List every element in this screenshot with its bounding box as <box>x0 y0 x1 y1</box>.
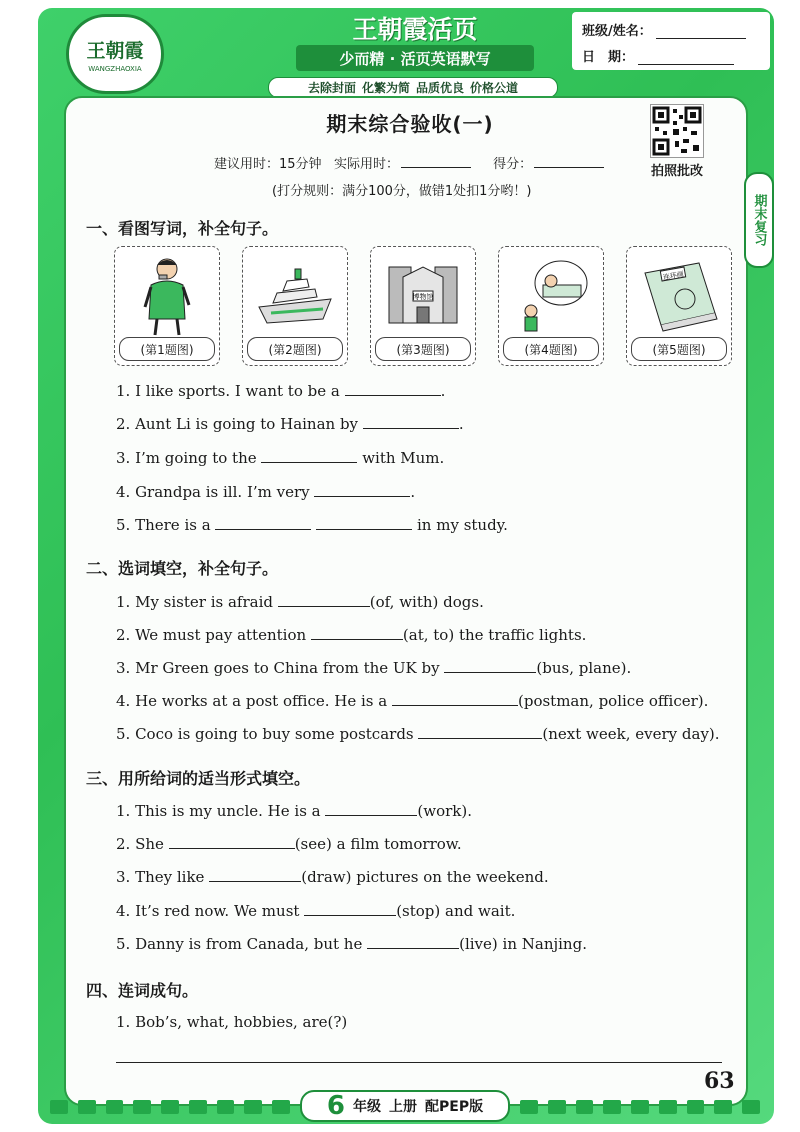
question-2-1 <box>116 591 484 611</box>
question-1-2 <box>116 413 464 433</box>
qr-code-icon[interactable] <box>650 104 704 158</box>
term-label: 上册 <box>389 1099 417 1115</box>
museum-sign: 博物馆 <box>412 293 434 301</box>
answer-blank[interactable] <box>363 413 459 429</box>
question-3-3 <box>116 866 549 886</box>
answer-blank[interactable] <box>325 800 417 816</box>
question-text-end: (draw) pictures on the weekend. <box>301 868 549 886</box>
picture-card-4 <box>498 246 604 366</box>
question-text-end: (bus, plane). <box>536 659 632 677</box>
question-text-end: (live) in Nanjing. <box>459 935 587 953</box>
question-text-end: . <box>410 483 416 501</box>
edition-label: 配PEP版 <box>425 1099 484 1115</box>
boy-athlete-illustration <box>127 253 207 337</box>
question-text: 1. I like sports. I want to be a <box>116 382 340 400</box>
question-text: 4. It’s red now. We must <box>116 902 300 920</box>
grade-label: 年级 <box>353 1099 381 1115</box>
section-3-heading: 三、用所给词的适当形式填空。 <box>86 769 311 788</box>
answer-blank[interactable] <box>367 933 459 949</box>
side-tab: 期末复习 <box>744 172 774 268</box>
answer-blank[interactable] <box>209 866 301 882</box>
picture-card-1 <box>114 246 220 366</box>
question-text: 5. There is a <box>116 516 211 534</box>
answer-line[interactable] <box>116 1062 722 1063</box>
picture-caption: (第5题图) <box>631 337 727 361</box>
answer-blank[interactable] <box>311 624 403 640</box>
question-text-end: (work). <box>417 802 472 820</box>
question-text-end: (next week, every day). <box>542 725 720 743</box>
actual-time-field[interactable] <box>401 152 471 168</box>
time-score-row <box>214 152 622 172</box>
question-text-end: . <box>440 382 446 400</box>
date-label: 日 期： <box>582 50 635 65</box>
slogan-item: 化繁为简 <box>361 81 410 95</box>
question-text-end: (stop) and wait. <box>396 902 516 920</box>
actual-time-label: 实际用时： <box>333 157 399 172</box>
footer-decoration-left <box>50 1100 290 1114</box>
ship-illustration <box>255 253 335 337</box>
answer-blank[interactable] <box>304 900 396 916</box>
score-field[interactable] <box>534 152 604 168</box>
footer-decoration-right <box>520 1100 760 1114</box>
question-3-5 <box>116 933 587 953</box>
question-text-end: (see) a film tomorrow. <box>294 835 462 853</box>
question-1-5 <box>116 514 508 534</box>
question-text-end: (at, to) the traffic lights. <box>402 626 587 644</box>
picture-card-2 <box>242 246 348 366</box>
answer-blank[interactable] <box>215 514 311 530</box>
class-name-field[interactable] <box>656 24 746 39</box>
question-text: 1. This is my uncle. He is a <box>116 802 321 820</box>
scoring-rule: (打分规则：满分100分，做错1处扣1分哟！) <box>272 184 532 199</box>
slogan-item: 去除封面 <box>307 81 356 95</box>
section-1-heading: 一、看图写词，补全句子。 <box>86 219 279 238</box>
question-text: 1. My sister is afraid <box>116 593 273 611</box>
question-3-4 <box>116 900 515 920</box>
section-2-heading: 二、选词填空，补全句子。 <box>86 559 279 578</box>
class-name-label: 班级/姓名： <box>582 24 652 39</box>
question-1-4 <box>116 481 415 501</box>
answer-blank[interactable] <box>169 833 295 849</box>
picture-card-5 <box>626 246 732 366</box>
question-2-3 <box>116 657 631 677</box>
question-text: 3. They like <box>116 868 205 886</box>
question-text-end: . <box>458 415 464 433</box>
answer-blank[interactable] <box>278 591 370 607</box>
page-number: 63 <box>704 1068 735 1094</box>
question-2-4 <box>116 690 708 710</box>
comic-book-illustration <box>639 253 719 337</box>
comic-book-title: 连环画 <box>662 270 685 282</box>
brand-title: 王朝霞活页 <box>352 15 478 44</box>
question-1-1 <box>116 380 445 400</box>
question-text: 2. Aunt Li is going to Hainan by <box>116 415 359 433</box>
question-2-2 <box>116 624 586 644</box>
brand-logo <box>66 14 164 94</box>
question-1-3 <box>116 447 444 467</box>
question-text: 5. Coco is going to buy some postcards <box>116 725 414 743</box>
question-text-end: (postman, police officer). <box>518 692 709 710</box>
grade-number: 6 <box>326 1091 345 1121</box>
museum-illustration <box>383 253 463 337</box>
date-field[interactable] <box>638 50 734 65</box>
question-text: 2. We must pay attention <box>116 626 307 644</box>
question-4-1 <box>116 1013 347 1031</box>
score-label: 得分： <box>493 157 533 172</box>
answer-blank[interactable] <box>316 514 412 530</box>
question-text-end: in my study. <box>417 516 508 534</box>
sick-grandpa-illustration <box>511 253 591 337</box>
question-text-end: with Mum. <box>362 449 445 467</box>
question-text: 4. He works at a post office. He is a <box>116 692 388 710</box>
question-text: 5. Danny is from Canada, but he <box>116 935 363 953</box>
page-title: 期末综合验收(一) <box>326 112 494 136</box>
question-text: 1. Bob’s, what, hobbies, are(?) <box>116 1013 348 1031</box>
answer-blank[interactable] <box>345 380 441 396</box>
answer-blank[interactable] <box>314 481 410 497</box>
question-text: 4. Grandpa is ill. I’m very <box>116 483 310 501</box>
picture-caption: (第2题图) <box>247 337 343 361</box>
question-text-end: (of, with) dogs. <box>369 593 484 611</box>
section-4-heading: 四、连词成句。 <box>86 981 199 1000</box>
answer-blank[interactable] <box>261 447 357 463</box>
answer-blank[interactable] <box>418 723 542 739</box>
question-text: 3. I’m going to the <box>116 449 257 467</box>
question-2-5 <box>116 723 720 743</box>
question-3-1 <box>116 800 472 820</box>
picture-caption: (第3题图) <box>375 337 471 361</box>
slogan-item: 价格公道 <box>470 81 519 95</box>
qr-label: 拍照批改 <box>650 164 703 179</box>
logo-text: 王朝霞 <box>86 39 144 62</box>
suggested-time: 建议用时：15分钟 <box>214 157 322 172</box>
answer-blank[interactable] <box>392 690 518 706</box>
picture-caption: (第4题图) <box>503 337 599 361</box>
logo-subtext: WANGZHAOXIA <box>88 64 142 73</box>
picture-caption: (第1题图) <box>119 337 215 361</box>
question-text: 2. She <box>116 835 164 853</box>
slogan-bar <box>268 77 558 98</box>
brand-subtitle: 少而精 · 活页英语默写 <box>296 45 534 71</box>
question-3-2 <box>116 833 462 853</box>
question-text: 3. Mr Green goes to China from the UK by <box>116 659 440 677</box>
student-info-box <box>572 12 770 70</box>
answer-blank[interactable] <box>444 657 536 673</box>
picture-card-3 <box>370 246 476 366</box>
grade-badge <box>300 1090 510 1122</box>
slogan-item: 品质优良 <box>416 81 465 95</box>
